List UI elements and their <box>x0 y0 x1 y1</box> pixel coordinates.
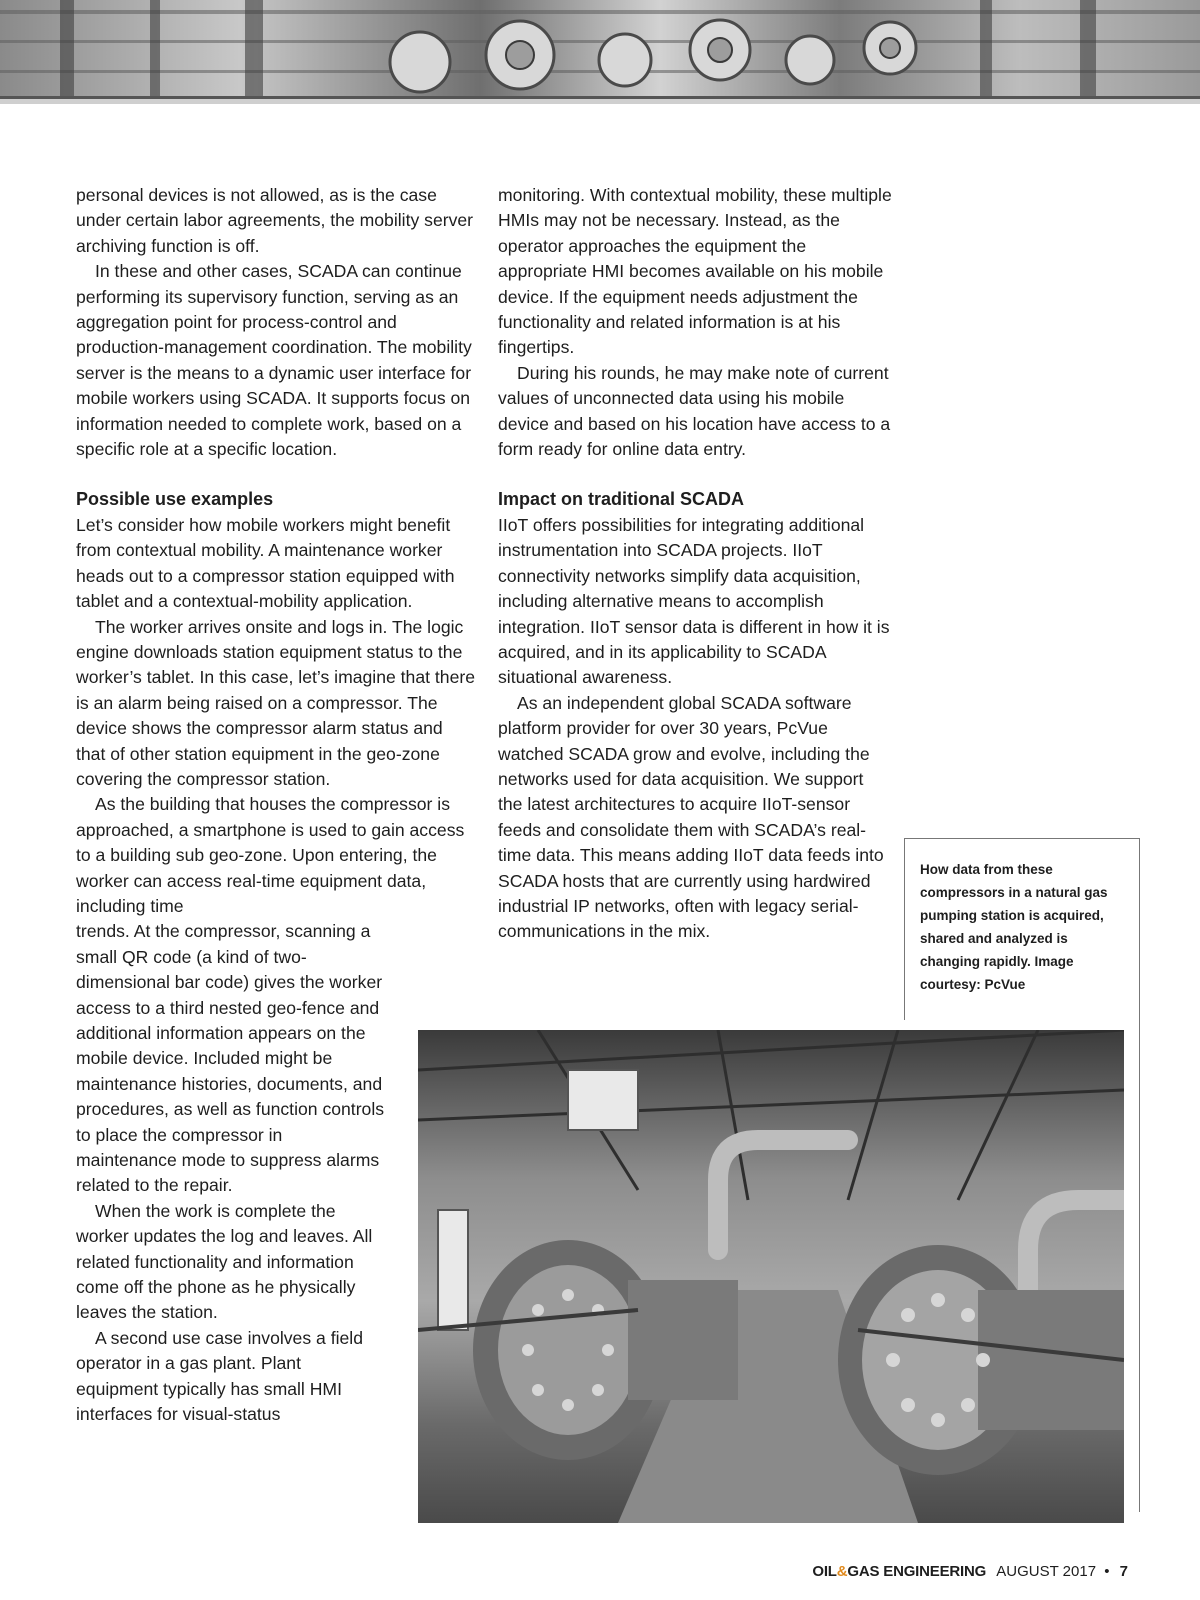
footer-separator: • <box>1104 1563 1110 1580</box>
page-footer <box>812 1562 1128 1582</box>
body-paragraph: As an independent global SCADA software platform provider for over 30 years, PcVue watched SCADA grow and evolve, including the networks used for data acquisition. We support the latest architectures to acquire IIoT-sensor feeds and consolidate them with SCADA’s real-time data. This means adding IIoT data feeds into SCADA hosts that are currently using hardwired industrial IP networks, often with legacy serial-communications in the mix. <box>498 692 884 942</box>
section-heading: Impact on traditional SCADA <box>498 489 745 510</box>
magazine-title: OIL&GAS ENGINEERING <box>812 1563 987 1580</box>
compressor-banner-image <box>0 0 1200 96</box>
header-rule <box>0 96 1200 104</box>
compressor-hall-image <box>418 1030 1124 1523</box>
left-column <box>76 183 476 1428</box>
compressor-station-photo <box>418 1030 1124 1523</box>
body-paragraph: In these and other cases, SCADA can continue performing its supervisory function, serving as an aggregation point for process-control and production-management coordination. The mobility server is the means to a dynamic user interface for mobile workers using SCADA. It supports focus on information needed to complete work, based on a specific role at a specific location. <box>76 261 472 460</box>
caption-frame-rule <box>1139 1020 1140 1512</box>
body-paragraph: A second use case involves a field operator in a gas plant. Plant equipment typically has small HMI interfaces for visual-status <box>76 1327 363 1425</box>
body-paragraph: monitoring. With contextual mobility, these multiple HMIs may not be necessary. Instead, as the operator approaches the equipment the appropriate HMI becomes available on his mobile device. If the equipment needs adjustment the functionality and related information is at his fingertips. <box>498 185 892 358</box>
page-number: 7 <box>1119 1563 1128 1580</box>
issue-date: AUGUST 2017 <box>996 1563 1097 1580</box>
body-paragraph: The worker arrives onsite and logs in. The logic engine downloads station equipment status to the worker’s tablet. In this case, let’s imagine that there is an alarm being raised on a compressor. The device shows the compressor alarm status and that of other station equipment in the geo-zone covering the compressor station. <box>76 616 475 789</box>
body-paragraph: As the building that houses the compressor is approached, a smartphone is used to gain access to a building sub geo-zone. Upon entering, the worker can access real-time equipment data, including time <box>76 794 465 916</box>
photo-caption: How data from these compressors in a natural gas pumping station is acquired, shared and analyzed is changing rapidly. Image courtesy: PcVue <box>920 862 1108 992</box>
body-paragraph: When the work is complete the worker updates the log and leaves. All related functionality and information come off the phone as he physically leaves the station. <box>76 1200 373 1323</box>
body-paragraph: IIoT offers possibilities for integrating additional instrumentation into SCADA projects. IIoT connectivity networks simplify data acquisition, including alternative means to accomplish integration. IIoT sensor data is different in how it is acquired, and in its applicability to SCADA situational awareness. <box>498 514 890 688</box>
section-heading: Possible use examples <box>76 489 274 510</box>
body-paragraph: During his rounds, he may make note of current values of unconnected data using his mobile device and based on his location have access to a form ready for online data entry. <box>498 362 891 460</box>
body-paragraph: Let’s consider how mobile workers might benefit from contextual mobility. A maintenance worker heads out to a compressor station equipped with tablet and a contextual-mobility application. <box>76 514 455 612</box>
right-column <box>498 183 898 945</box>
body-paragraph: personal devices is not allowed, as is the case under certain labor agreements, the mobility server archiving function is off. <box>76 185 474 256</box>
header-banner-photo <box>0 0 1200 96</box>
body-paragraph: trends. At the compressor, scanning a small QR code (a kind of two-dimensional bar code) gives the worker access to a third nested geo-fence and additional information appears on the mobile device. Included might be maintenance histories, documents, and procedures, as well as function controls to place the compressor in maintenance mode to suppress alarms related to the repair. <box>76 921 385 1196</box>
